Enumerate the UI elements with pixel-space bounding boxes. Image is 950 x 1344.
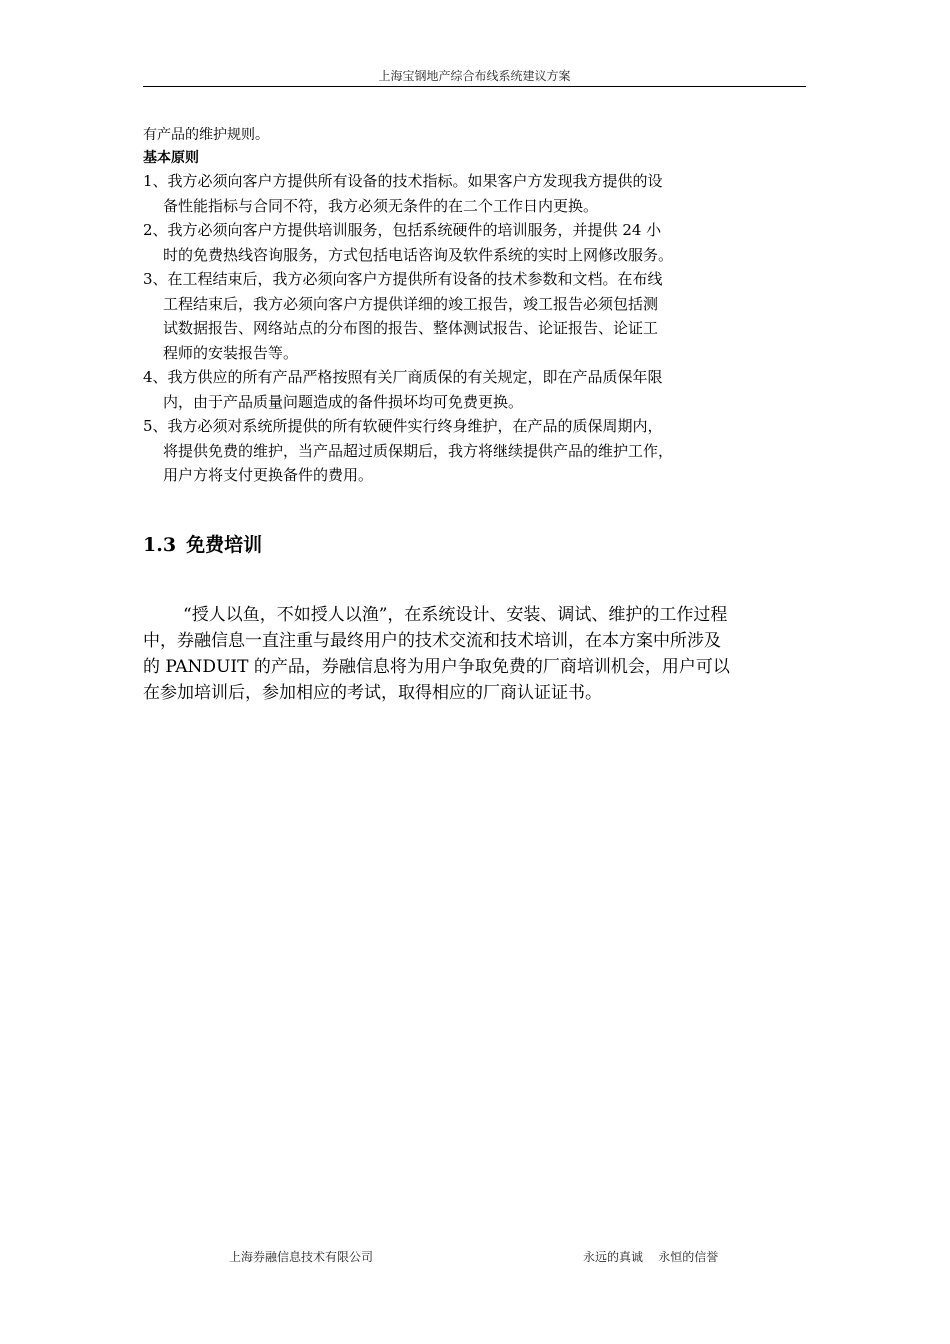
principle-line: 1、我方必须向客户方提供所有设备的技术指标。如果客户方发现我方提供的设 <box>143 172 663 190</box>
principle-line: 4、我方供应的所有产品严格按照有关厂商质保的有关规定，即在产品质保年限 <box>143 368 663 386</box>
footer-slogan: 永远的真诚 永恒的信誉 <box>583 1250 719 1264</box>
principle-line: 3、在工程结束后，我方必须向客户方提供所有设备的技术参数和文档。在布线 <box>143 270 663 288</box>
principle-line: 试数据报告、网络站点的分布图的报告、整体测试报告、论证报告、论证工 <box>163 319 659 337</box>
section-heading <box>143 532 272 558</box>
principle-line: 内，由于产品质量问题造成的备件损坏均可免费更换。 <box>163 392 524 411</box>
principle-item-4 <box>143 365 823 414</box>
header-divider <box>143 86 806 87</box>
paragraph-line: 中，券融信息一直注重与最终用户的技术交流和技术培训，在本方案中所涉及 <box>143 631 721 651</box>
training-paragraph <box>143 602 808 706</box>
paragraph-line: 的 PANDUIT 的产品，券融信息将为用户争取免费的厂商培训机会，用户可以 <box>143 657 730 677</box>
principle-line: 2、我方必须向客户方提供培训服务，包括系统硬件的培训服务，并提供 24 小 <box>143 221 662 239</box>
principle-line: 用户方将支付更换备件的费用。 <box>163 466 374 484</box>
page-header-title: 上海宝钢地产综合布线系统建议方案 <box>378 69 571 83</box>
principle-line: 备性能指标与合同不符，我方必须无条件的在二个工作日内更换。 <box>163 196 599 215</box>
principle-line: 将提供免费的维护，当产品超过质保期后，我方将继续提供产品的维护工作， <box>163 441 674 460</box>
principle-item-1 <box>143 169 823 218</box>
principle-item-2 <box>143 218 823 267</box>
document-body <box>143 124 823 488</box>
principle-line: 5、我方必须对系统所提供的所有软硬件实行终身维护，在产品的质保周期内， <box>143 417 663 435</box>
principle-line: 程师的安装报告等。 <box>163 343 299 362</box>
paragraph-line: 在参加培训后，参加相应的考试，取得相应的厂商认证证书。 <box>143 683 602 703</box>
footer-company: 上海券融信息技术有限公司 <box>229 1250 374 1264</box>
principles-label: 基本原则 <box>143 150 199 166</box>
principle-item-3 <box>143 267 823 365</box>
principle-line: 工程结束后，我方必须向客户方提供详细的竣工报告，竣工报告必须包括测 <box>163 294 659 313</box>
section-title: 免费培训 <box>186 534 263 556</box>
section-number: 1.3 <box>143 534 177 556</box>
principle-item-5 <box>143 414 823 488</box>
principle-line: 时的免费热线咨询服务，方式包括电话咨询及软件系统的实时上网修改服务。 <box>163 245 674 264</box>
paragraph-line: “授人以鱼，不如授人以渔”，在系统设计、安装、调试、维护的工作过程 <box>183 605 728 625</box>
intro-line: 有产品的维护规则。 <box>143 127 269 143</box>
